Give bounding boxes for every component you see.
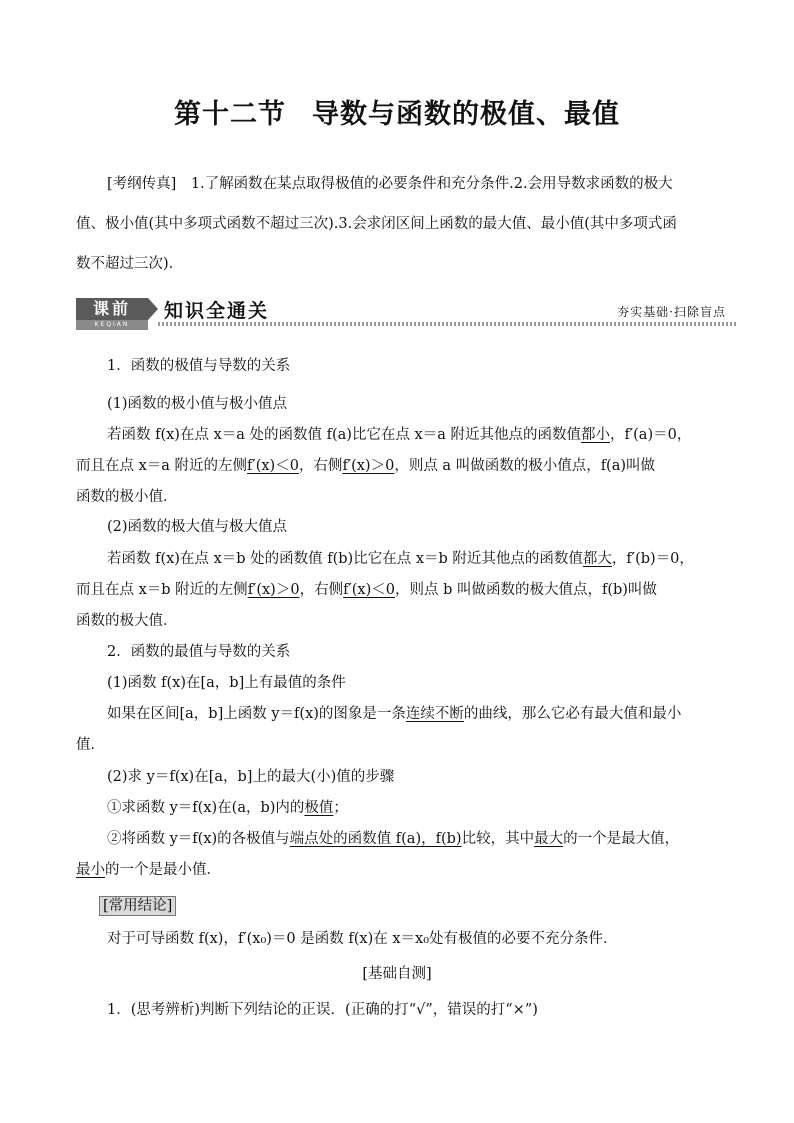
paragraph-line: 函数的极小值． [76,489,178,505]
answer-blank: 极值 [304,800,334,816]
subheading: (1)函数 f(x)在[a，b]上有最值的条件 [107,675,346,691]
section-heading: 1．函数的极值与导数的关系 [107,358,291,374]
answer-blank: 最小 [76,862,105,878]
answer-blank: f′(x)＜0 [343,582,395,598]
answer-blank: f′(x)＞0 [342,458,395,474]
paragraph-line: 函数的极大值． [76,613,178,629]
paragraph-line: 若函数 f(x)在点 x＝a 处的函数值 f(a)比它在点 x＝a 附近其他点的函数值都小，f′(a)＝0， [107,427,692,443]
subheading: (2)求 y＝f(x)在[a，b]上的最大(小)值的步骤 [107,769,395,785]
answer-blank: 连续不断 [405,706,464,722]
question-line: 1．(思考辨析)判断下列结论的正误．(正确的打“√”，错误的打“×”) [107,1002,538,1018]
syllabus-line: [考纲传真] 1.了解函数在某点取得极值的必要条件和充分条件.2.会用导数求函数的极大 [107,176,673,192]
paragraph-line: 而且在点 x＝a 附近的左侧f′(x)＜0，右侧f′(x)＞0，则点 a 叫做函数的极小值点，f(a)叫做 [76,458,656,474]
section-banner [76,294,736,330]
banner-title: 知识全通关 [164,300,270,322]
answer-blank: 最大 [534,831,564,847]
page-title [0,92,794,131]
syllabus-line: 值、极小值(其中多项式函数不超过三次).3.会求闭区间上函数的最大值、最小值(其中多项式函 [76,216,677,232]
answer-blank: 端点处的函数值 f(a)，f(b) [289,831,462,847]
conclusion-label: [常用结论] [99,896,176,916]
section-topic: 导数与函数的极值、最值 [312,99,620,130]
subheading: (1)函数的极小值与极小值点 [107,396,288,412]
section-heading: 2．函数的最值与导数的关系 [107,644,291,660]
answer-blank: 都小 [580,427,610,443]
banner-tag: 课前 [76,298,148,320]
answer-blank: 都大 [582,551,612,567]
banner-slogan: 夯实基础·扫除盲点 [617,305,726,319]
conclusion-text: 对于可导函数 f(x)，f′(x₀)＝0 是函数 f(x)在 x＝x₀处有极值的必要不充分条件． [107,931,618,947]
syllabus-line: 数不超过三次)． [76,256,184,272]
paragraph-line: 若函数 f(x)在点 x＝b 处的函数值 f(b)比它在点 x＝b 附近其他点的函数值都大，f′(b)＝0， [107,551,694,567]
paragraph-line: 最小的一个是最小值． [76,862,221,878]
answer-blank: f′(x)＞0 [247,582,300,598]
subheading: (2)函数的极大值与极大值点 [107,519,288,535]
answer-blank: f′(x)＜0 [247,458,299,474]
paragraph-line: 如果在区间[a，b]上函数 y＝f(x)的图象是一条连续不断的曲线，那么它必有最大值和最小 [107,706,682,722]
banner-tag-sub: KEQIAN [76,320,148,330]
banner-divider [158,322,736,326]
paragraph-line: ①求函数 y＝f(x)在(a，b)内的极值； [107,800,348,816]
paragraph-line: ②将函数 y＝f(x)的各极值与端点处的函数值 f(a)，f(b)比较，其中最大的一个是最大值， [107,831,680,847]
paragraph-line: 值． [76,737,105,753]
selftest-heading: [基础自测] [362,966,432,982]
paragraph-line: 而且在点 x＝b 附近的左侧f′(x)＞0，右侧f′(x)＜0，则点 b 叫做函数的极大值点，f(b)叫做 [76,582,657,598]
section-number: 第十二节 [174,99,286,130]
banner-arrow [148,298,158,320]
